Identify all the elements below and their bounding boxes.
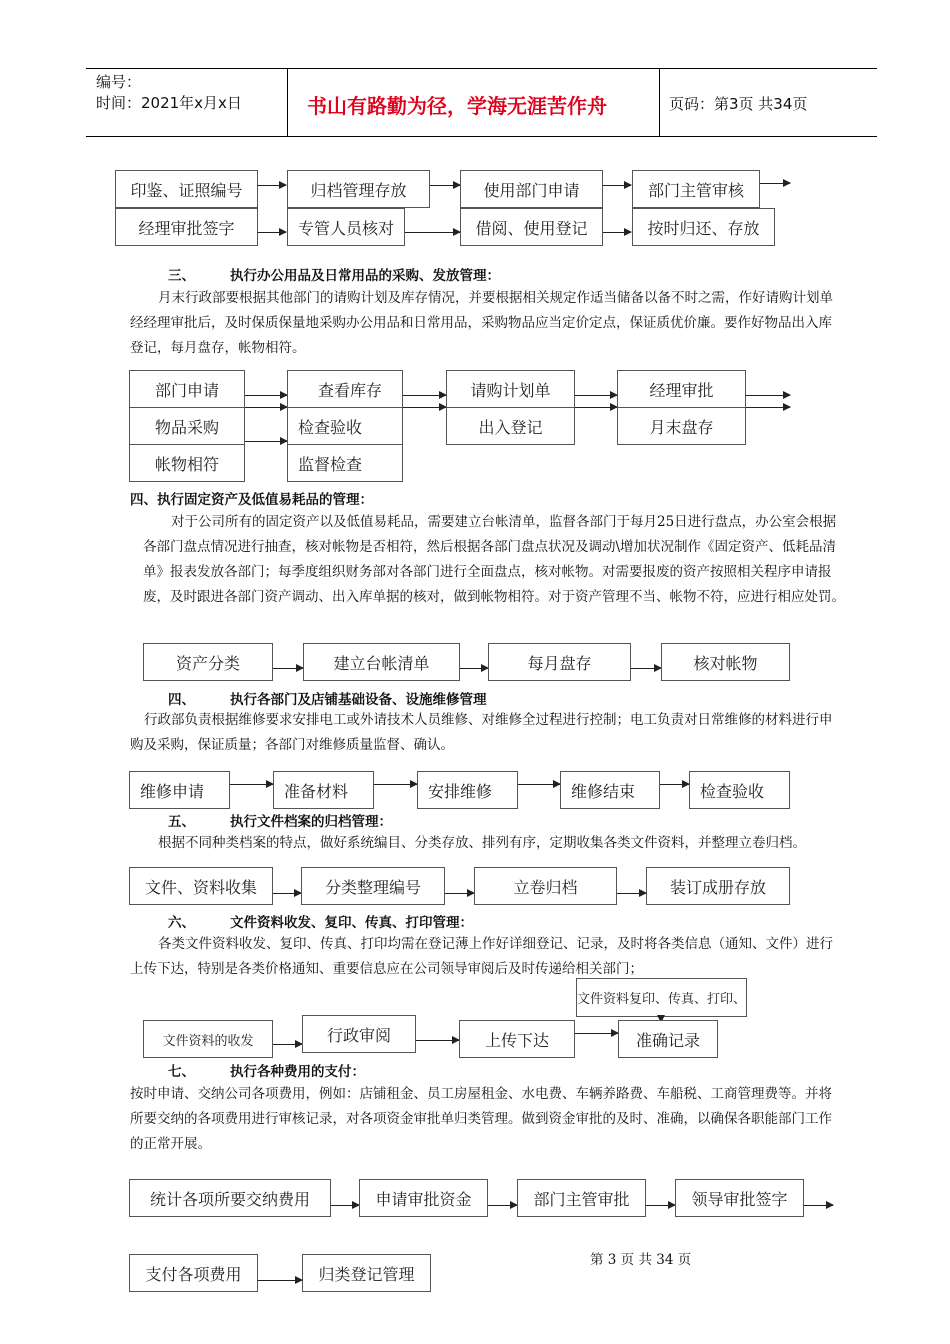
page-footer: 第 3 页 共 34 页: [590, 1252, 692, 1268]
section-number: 四、: [168, 692, 195, 708]
flow-box: 每月盘存: [488, 643, 631, 681]
section-heading: [168, 264, 500, 284]
flow-arrow: [430, 185, 460, 186]
flow-arrow: [403, 407, 446, 408]
header-motto: 书山有路勤为径，学海无涯苦作舟: [307, 94, 607, 118]
section-number: 三、: [168, 268, 195, 284]
section-title: 执行文件档案的归档管理：: [230, 814, 392, 830]
flow-arrow: [258, 1280, 302, 1281]
header-time-label: 时间：2021年x月x日: [96, 94, 242, 112]
flow-box: 准确记录: [618, 1020, 718, 1058]
flow-box: 请购计划单: [446, 370, 575, 408]
flow-arrow: [273, 1044, 302, 1045]
flow-arrow: [518, 784, 560, 785]
section-number: 五、: [168, 814, 195, 830]
flow-box: 归类登记管理: [302, 1254, 431, 1292]
flow-arrow: [460, 668, 488, 669]
flow-arrow: [603, 185, 631, 186]
flow-box: 经理审批签字: [115, 208, 258, 246]
flow-arrow: [445, 893, 474, 894]
section-title: 执行各部门及店铺基础设备、设施维修管理: [230, 692, 487, 708]
flow-box: 出入登记: [446, 407, 575, 445]
flow-box: 维修申请: [129, 771, 230, 809]
flow-arrow: [273, 893, 301, 894]
flow-box: 部门主管审批: [517, 1179, 646, 1217]
section-title: 文件资料收发、复印、传真、打印管理：: [230, 915, 473, 931]
flow-box: 资产分类: [143, 643, 273, 681]
section-body: 对于公司所有的固定资产以及低值易耗品，需要建立台帐清单，监督各部门于每月25日进行盘点，办公室会根据各部门盘点情况进行抽查，核对帐物是否相符，然后根据各部门盘点状况及调动\增加状况制作《固定资产、低耗品清单》报表发放各部门；每季度组织财务部对各部门进行全面盘点，核对帐物。对需要报废的资产按照相关程序申请报废，及时跟进各部门资产调动、出入库单据的核对，做到帐物相符。对于资产管理不当、帐物不符，应进行相应处罚。: [143, 514, 845, 605]
flow-box: 专管人员核对: [287, 208, 405, 246]
flow-arrow: [617, 893, 646, 894]
flow-arrow: [230, 784, 273, 785]
flow-box: 建立台帐清单: [303, 643, 460, 681]
flow-box: 上传下达: [459, 1020, 575, 1058]
flow-box: 月末盘存: [617, 407, 746, 445]
header-bottom-rule: [86, 136, 877, 137]
flow-box: 部门申请: [129, 370, 245, 408]
flow-box: 维修结束: [560, 771, 660, 809]
flow-box: 检查验收: [689, 771, 790, 809]
flow-arrow: [258, 185, 286, 186]
flow-box: 按时归还、存放: [632, 208, 775, 246]
flow-arrow: [631, 668, 661, 669]
section-body: 各类文件资料收发、复印、传真、打印均需在登记薄上作好详细登记、记录，及时将各类信息（通知、文件）进行上传下达，特别是各类价格通知、重要信息应在公司领导审阅后及时传递给相关部门；: [130, 936, 833, 977]
section-number: 七、: [168, 1064, 195, 1080]
section-title: 执行各种费用的支付：: [230, 1064, 365, 1080]
flow-box: 检查验收: [287, 407, 403, 445]
flow-box: 归档管理存放: [287, 170, 430, 208]
flow-arrow: [403, 395, 446, 396]
flow-arrow: [575, 407, 617, 408]
section-heading: [168, 810, 392, 830]
flow-box: 申请审批资金: [359, 1179, 488, 1217]
flow-arrow: [245, 407, 287, 408]
flow-arrow: [760, 183, 790, 184]
section-heading: [168, 911, 473, 931]
flow-box: 帐物相符: [129, 444, 245, 482]
flow-arrow: [374, 784, 417, 785]
flow-arrow: [746, 395, 790, 396]
flow-box: 使用部门申请: [460, 170, 603, 208]
section-body: 按时申请、交纳公司各项费用，例如：店铺租金、员工房屋租金、水电费、车辆养路费、车船税、工商管理费等。并将所要交纳的各项费用进行审核记录，对各项资金审批单归类管理。做到资金审批的及时、准确，以确保各职能部门工作的正常开展。: [130, 1086, 832, 1152]
flow-box: 部门主管审核: [632, 170, 760, 208]
section-body: 行政部负责根据维修要求安排电工或外请技术人员维修、对维修全过程进行控制；电工负责对日常维修的材料进行申购及采购，保证质量；各部门对维修质量监督、确认。: [130, 712, 833, 753]
section-body: 根据不同种类档案的特点，做好系统编目、分类存放、排列有序，定期收集各类文件资料，并整理立卷归档。: [158, 835, 806, 851]
flow-box: 安排维修: [417, 771, 518, 809]
section-heading: [168, 688, 487, 708]
flow-box: 文件、资料收集: [129, 867, 273, 905]
flow-arrow: [575, 395, 617, 396]
flow-arrow: [575, 1033, 618, 1034]
section-number: 六、: [168, 915, 195, 931]
flow-box: 统计各项所要交纳费用: [129, 1179, 331, 1217]
flow-box: 监督检查: [287, 444, 403, 482]
section-body: 月末行政部要根据其他部门的请购计划及库存情况，并要根据相关规定作适当储备以备不时之需，作好请购计划单经经理审批后，及时保质保量地采购办公用品和日常用品，采购物品应当定价定点，保证质优价廉。要作好物品出入库登记，每月盘存，帐物相符。: [130, 290, 833, 356]
flow-box: 经理审批: [617, 370, 746, 408]
section-heading: [168, 1060, 365, 1080]
flow-box: 行政审阅: [302, 1015, 416, 1053]
flow-arrow: [646, 1205, 675, 1206]
flow-box: 准备材料: [273, 771, 374, 809]
flow-arrow: [245, 395, 287, 396]
flow-arrow: [746, 407, 790, 408]
side-note-box: 文件资料复印、传真、打印、: [576, 978, 747, 1017]
flow-box: 印鉴、证照编号: [115, 170, 258, 208]
flow-box: 装订成册存放: [646, 867, 790, 905]
header-divider-2: [659, 68, 660, 136]
flow-box: 物品采购: [129, 407, 245, 445]
section-title: 执行办公用品及日常用品的采购、发放管理：: [230, 268, 500, 284]
flow-arrow: [488, 1205, 517, 1206]
flow-box: 借阅、使用登记: [460, 208, 603, 246]
flow-arrow: [660, 784, 689, 785]
flow-box: 分类整理编号: [301, 867, 445, 905]
flow-arrow: [273, 668, 303, 669]
flow-box: 领导审批签字: [675, 1179, 804, 1217]
flow-arrow: [245, 441, 287, 442]
flow-box: 查看库存: [287, 370, 403, 408]
flow-arrow: [603, 232, 631, 233]
flow-arrow: [331, 1205, 359, 1206]
flow-box: 文件资料的收发: [143, 1020, 273, 1058]
header-page-label: 页码：第3页 共34页: [669, 95, 808, 113]
flow-arrow: [416, 1040, 459, 1041]
flow-arrow: [258, 232, 286, 233]
header-number-label: 编号：: [96, 73, 142, 91]
header-top-rule: [86, 68, 877, 69]
section-heading: 四、执行固定资产及低值易耗品的管理：: [130, 492, 373, 508]
flow-box: 核对帐物: [661, 643, 790, 681]
flow-arrow: [804, 1205, 833, 1206]
flow-box: 立卷归档: [474, 867, 617, 905]
header-divider-1: [287, 68, 288, 136]
flow-arrow: [405, 232, 460, 233]
flow-box: 支付各项费用: [129, 1254, 258, 1292]
